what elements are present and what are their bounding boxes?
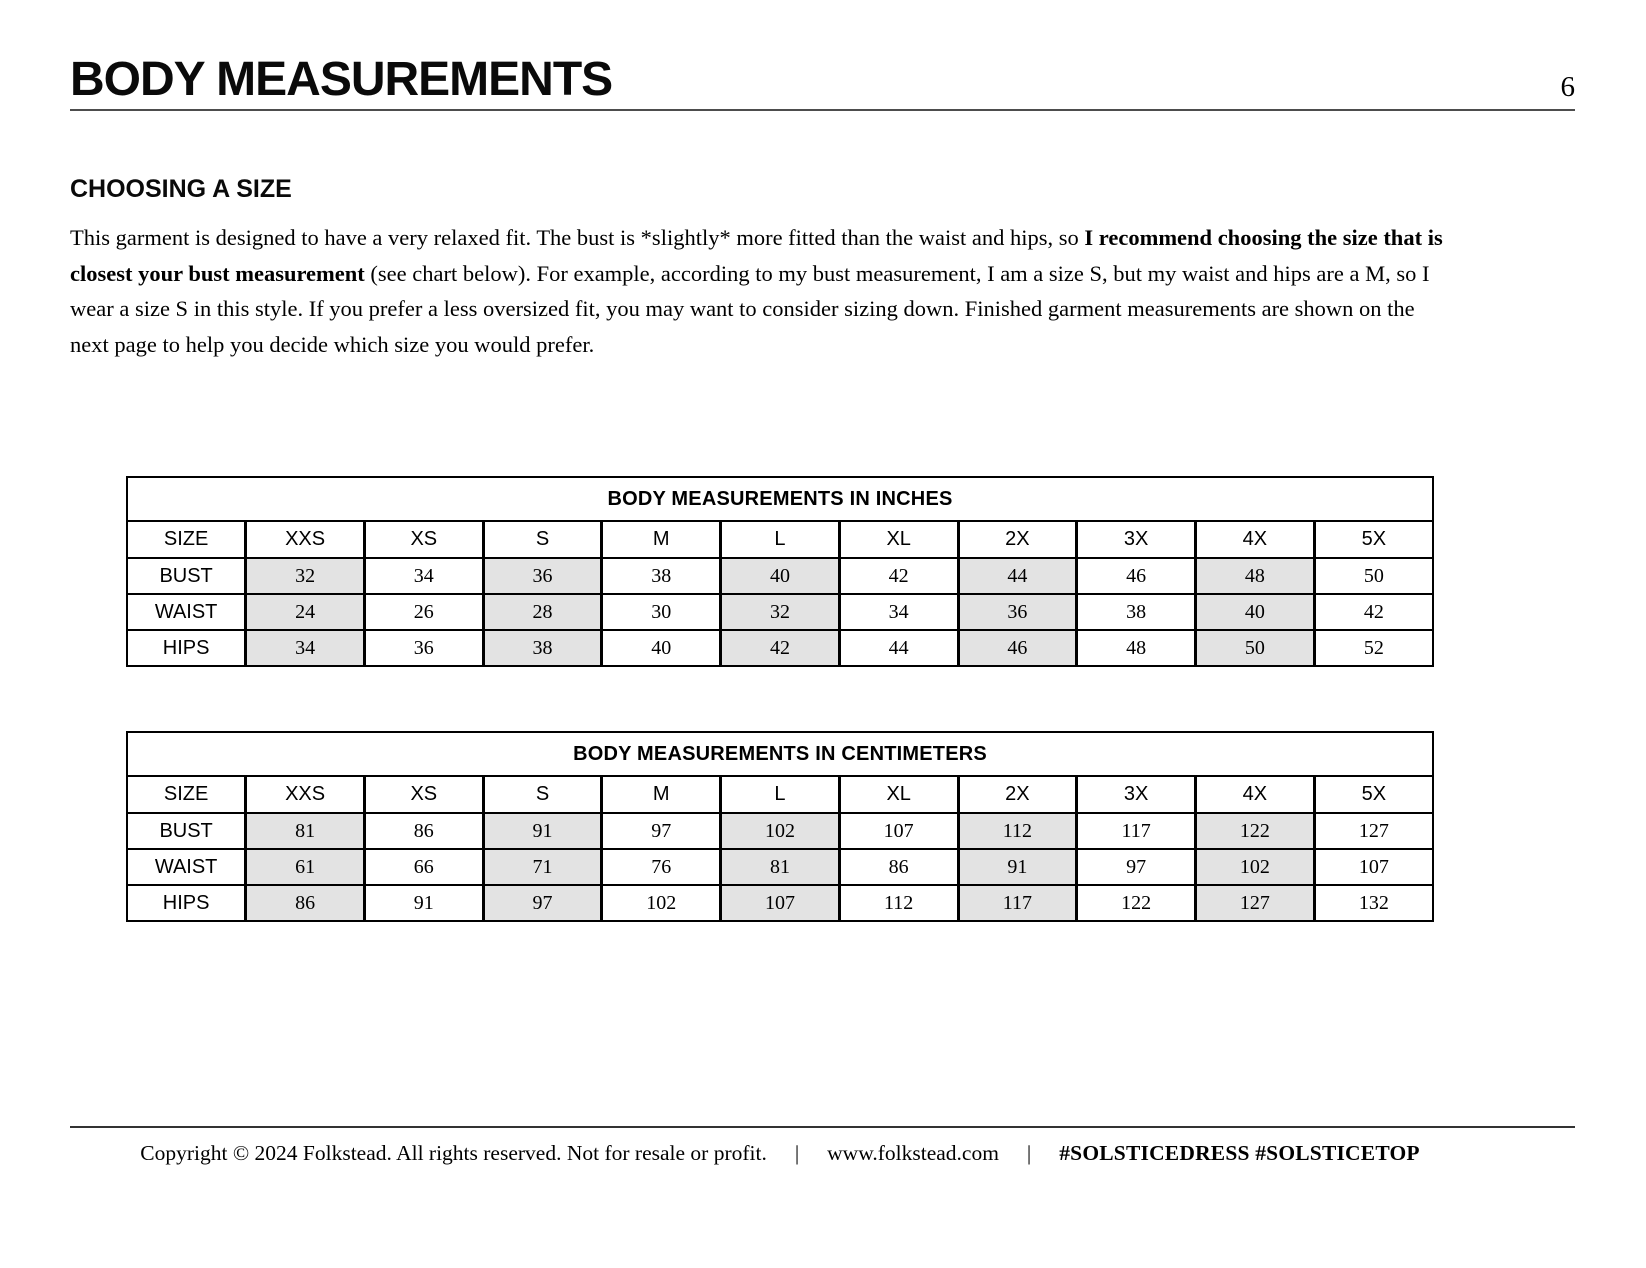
measurement-cell: 32 — [246, 558, 365, 594]
measurement-cell: 102 — [602, 885, 721, 921]
page-title: BODY MEASUREMENTS — [70, 53, 613, 106]
measurement-cell: 28 — [483, 594, 602, 630]
size-column-header: M — [602, 776, 721, 813]
measurement-cell: 71 — [483, 849, 602, 885]
measurement-cell: 44 — [839, 630, 958, 666]
measurement-cell: 34 — [839, 594, 958, 630]
size-column-header: M — [602, 521, 721, 558]
measurement-cell: 44 — [958, 558, 1077, 594]
hashtags-text: #SOLSTICEDRESS #SOLSTICETOP — [1059, 1141, 1420, 1165]
size-column-header: XL — [839, 776, 958, 813]
measurement-cell: 117 — [958, 885, 1077, 921]
row-label: WAIST — [127, 594, 246, 630]
measurement-cell: 97 — [483, 885, 602, 921]
measurement-cell: 36 — [483, 558, 602, 594]
size-column-header: XXS — [246, 521, 365, 558]
size-column-header: SIZE — [127, 521, 246, 558]
measurement-cell: 34 — [246, 630, 365, 666]
table-row — [127, 849, 1433, 885]
table-row — [127, 813, 1433, 849]
measurement-cell: 38 — [602, 558, 721, 594]
measurement-cell: 107 — [721, 885, 840, 921]
intro-paragraph — [70, 220, 1452, 362]
footer-text — [126, 1141, 1434, 1166]
size-column-header: 5X — [1314, 776, 1433, 813]
table-row — [127, 630, 1433, 666]
measurement-cell: 86 — [364, 813, 483, 849]
size-table-inches — [126, 476, 1434, 667]
measurement-cell: 36 — [958, 594, 1077, 630]
measurement-cell: 91 — [364, 885, 483, 921]
measurement-cell: 48 — [1195, 558, 1314, 594]
measurement-cell: 46 — [1077, 558, 1196, 594]
measurement-cell: 112 — [839, 885, 958, 921]
measurement-cell: 42 — [1314, 594, 1433, 630]
measurement-cell: 112 — [958, 813, 1077, 849]
size-column-header: L — [721, 521, 840, 558]
measurement-cell: 76 — [602, 849, 721, 885]
measurement-cell: 46 — [958, 630, 1077, 666]
size-column-header: 5X — [1314, 521, 1433, 558]
table-title: BODY MEASUREMENTS IN INCHES — [127, 477, 1433, 521]
footer-divider: | — [794, 1141, 800, 1165]
measurement-cell: 132 — [1314, 885, 1433, 921]
measurement-cell: 107 — [839, 813, 958, 849]
measurement-cell: 38 — [1077, 594, 1196, 630]
size-column-header: L — [721, 776, 840, 813]
row-label: HIPS — [127, 885, 246, 921]
size-column-header: 3X — [1077, 776, 1196, 813]
copyright-text: Copyright © 2024 Folkstead. All rights reserved. Not for resale or profit. — [140, 1141, 767, 1165]
measurement-cell: 81 — [721, 849, 840, 885]
measurement-cell: 122 — [1077, 885, 1196, 921]
measurement-cell: 91 — [483, 813, 602, 849]
section-heading: CHOOSING A SIZE — [70, 175, 292, 203]
measurement-cell: 66 — [364, 849, 483, 885]
measurement-cell: 86 — [839, 849, 958, 885]
measurement-cell: 61 — [246, 849, 365, 885]
measurement-cell: 24 — [246, 594, 365, 630]
table-header-row — [127, 521, 1433, 558]
measurement-cell: 36 — [364, 630, 483, 666]
size-column-header: 4X — [1195, 776, 1314, 813]
paragraph-bold-text: I recommend choosing the size that is closest your bust measurement — [70, 225, 1443, 286]
paragraph-text: (see chart below). For example, according to my bust measurement, I am a size S, but my waist and hips are a M, so I wear a size S in this style. If you prefer a less oversized fit, you may want to consider sizing down. Finished garment measurements are shown on the next page to help you decide which size you would prefer. — [70, 260, 1430, 357]
measurement-cell: 26 — [364, 594, 483, 630]
size-column-header: 3X — [1077, 521, 1196, 558]
measurement-cell: 40 — [721, 558, 840, 594]
row-label: BUST — [127, 813, 246, 849]
measurement-cell: 30 — [602, 594, 721, 630]
measurement-cell: 50 — [1314, 558, 1433, 594]
measurement-cell: 127 — [1314, 813, 1433, 849]
measurement-cell: 40 — [602, 630, 721, 666]
table-title: BODY MEASUREMENTS IN CENTIMETERS — [127, 732, 1433, 776]
table-row — [127, 558, 1433, 594]
measurement-cell: 102 — [1195, 849, 1314, 885]
measurement-cell: 42 — [721, 630, 840, 666]
measurement-cell: 122 — [1195, 813, 1314, 849]
measurement-cell: 97 — [1077, 849, 1196, 885]
size-column-header: XS — [364, 521, 483, 558]
table-title-row — [127, 732, 1433, 776]
measurement-cell: 38 — [483, 630, 602, 666]
measurement-cell: 48 — [1077, 630, 1196, 666]
measurement-cell: 32 — [721, 594, 840, 630]
measurement-cell: 102 — [721, 813, 840, 849]
measurement-cell: 34 — [364, 558, 483, 594]
table-row — [127, 885, 1433, 921]
size-table-centimeters — [126, 731, 1434, 922]
footer-divider: | — [1026, 1141, 1032, 1165]
measurement-cell: 91 — [958, 849, 1077, 885]
size-column-header: 4X — [1195, 521, 1314, 558]
row-label: WAIST — [127, 849, 246, 885]
paragraph-text: This garment is designed to have a very relaxed fit. The bust is *slightly* more fitted than the waist and hips, so — [70, 225, 1085, 250]
measurement-cell: 52 — [1314, 630, 1433, 666]
size-column-header: XS — [364, 776, 483, 813]
size-column-header: S — [483, 776, 602, 813]
size-column-header: S — [483, 521, 602, 558]
measurement-cell: 50 — [1195, 630, 1314, 666]
measurement-cell: 127 — [1195, 885, 1314, 921]
row-label: BUST — [127, 558, 246, 594]
measurement-cell: 107 — [1314, 849, 1433, 885]
main-content — [70, 175, 1576, 922]
table-title-row — [127, 477, 1433, 521]
page-number: 6 — [1560, 71, 1575, 103]
table-header-row — [127, 776, 1433, 813]
measurement-cell: 40 — [1195, 594, 1314, 630]
page-header — [70, 0, 1575, 111]
size-column-header: XL — [839, 521, 958, 558]
page-footer — [70, 1126, 1575, 1166]
measurement-cell: 42 — [839, 558, 958, 594]
measurement-cell: 97 — [602, 813, 721, 849]
website-text: www.folkstead.com — [827, 1141, 999, 1165]
measurement-cell: 86 — [246, 885, 365, 921]
size-column-header: 2X — [958, 521, 1077, 558]
measurement-cell: 117 — [1077, 813, 1196, 849]
size-column-header: SIZE — [127, 776, 246, 813]
table-row — [127, 594, 1433, 630]
measurement-cell: 81 — [246, 813, 365, 849]
size-column-header: XXS — [246, 776, 365, 813]
row-label: HIPS — [127, 630, 246, 666]
size-column-header: 2X — [958, 776, 1077, 813]
